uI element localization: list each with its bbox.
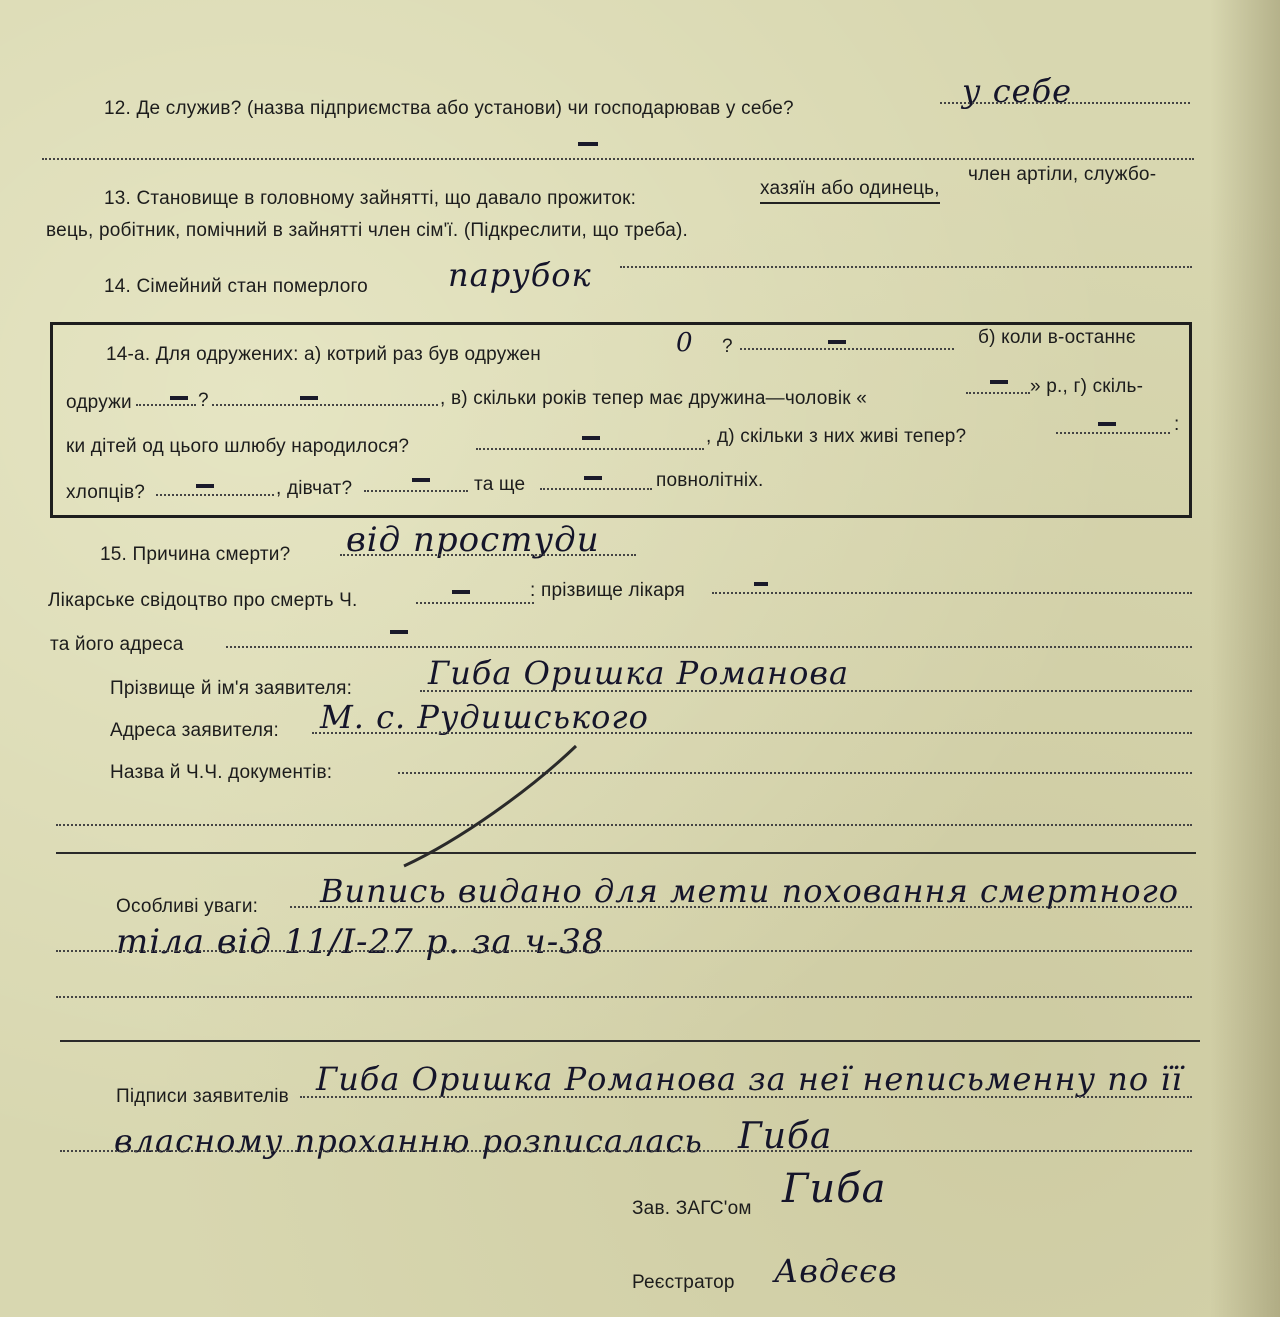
q14a-q2: ?	[198, 390, 209, 411]
q14a-wife-age-fill	[966, 392, 1030, 394]
q14a-line1-fill	[740, 348, 954, 350]
q14a-dash-6	[1098, 422, 1116, 426]
q14a-dash-4	[990, 380, 1008, 384]
notes-line2: тіла від 11/I-27 р. за ч-38	[116, 922, 605, 962]
q13-line2: вець, робітник, помічний в зайнятті член сім'ї. (Підкреслити, що треба).	[46, 220, 688, 241]
q14a-line1-b: б) коли в-останнє	[978, 327, 1136, 348]
applicant-docs-line-2	[56, 824, 1192, 826]
section-divider-2	[60, 1040, 1200, 1042]
q14a-q1: ?	[722, 336, 733, 357]
applicant-name-label: Прізвище й ім'я заявителя:	[110, 678, 353, 699]
q14a-dash-9	[584, 476, 602, 480]
q14a-line2-fill-b	[212, 404, 438, 406]
q14a-dash-5	[582, 436, 600, 440]
q14a-line3-a: ки дітей од цього шлюбу народилося?	[66, 436, 410, 457]
q15-label: 15. Причина смерти?	[100, 544, 291, 565]
q15-answer: від простуди	[346, 520, 600, 560]
signatures-line2: власному проханню розписалась	[114, 1122, 703, 1160]
signatures-line2-rule	[60, 1150, 1192, 1152]
q12-dash-mark	[578, 142, 598, 146]
q14a-dash-1	[828, 340, 846, 344]
q14a-dash-7	[196, 484, 214, 488]
q14a-girls-fill	[364, 490, 468, 492]
doctor-label: : прізвище лікаря	[530, 580, 685, 601]
signatures-label: Підписи заявителів	[116, 1086, 289, 1107]
medical-cert-label: Лікарське свідоцтво про смерть Ч.	[48, 590, 358, 611]
q14a-line3-fill-a	[476, 448, 704, 450]
zags-head-label: Зав. ЗАГС'ом	[632, 1198, 752, 1219]
q14a-line4-a: хлопців?	[66, 482, 146, 503]
q13-underlined-option: хазяїн або одинець,	[760, 178, 940, 204]
registrar-label: Реєстратор	[632, 1272, 735, 1293]
q12-answer: у себе	[962, 72, 1073, 110]
medical-dash-1	[452, 590, 470, 594]
signatures-line2-signature: Гиба	[738, 1116, 833, 1157]
applicant-address-value: М. с. Рудишського	[320, 698, 649, 736]
q14a-boys-fill	[156, 494, 274, 496]
q14a-colon: :	[1174, 414, 1180, 435]
q12-answer-line	[940, 102, 1190, 104]
q12-label: 12. Де служив? (назва підприємства або установи) чи господарював у себе?	[104, 98, 794, 119]
applicant-docs-label: Назва й Ч.Ч. документів:	[110, 762, 333, 783]
q12-continuation-line	[42, 158, 1194, 160]
q14a-line4-c: та ще	[474, 474, 526, 495]
applicant-address-label: Адреса заявителя:	[110, 720, 279, 741]
q14a-line2-fill-a	[136, 404, 196, 406]
q14a-line3-b: , д) скільки з них живі тепер?	[706, 426, 967, 447]
section-divider-1	[56, 852, 1196, 854]
q14-label: 14. Сімейний стан померлого	[104, 276, 368, 297]
zags-head-signature: Гиба	[782, 1166, 887, 1212]
page-edge-shadow	[1210, 0, 1280, 1317]
notes-label: Особливі уваги:	[116, 896, 259, 917]
registrar-signature: Авдєєв	[774, 1252, 898, 1290]
q14a-dash-8	[412, 478, 430, 482]
applicant-name-line	[420, 690, 1192, 692]
q14a-line4-d: повнолітніх.	[656, 470, 764, 491]
notes-line1: Випись видано для мети поховання смертного	[320, 872, 1179, 910]
strike-through-mark	[400, 740, 580, 870]
q14-answer-line	[620, 266, 1192, 268]
q13-line1-prefix: 13. Становище в головному зайнятті, що давало прожиток:	[104, 188, 637, 209]
notes-line2-rule	[56, 950, 1192, 952]
medical-dash-2	[754, 582, 768, 586]
doctor-address-label: та його адреса	[50, 634, 184, 655]
q13-line1-suffix: член артіли, службо-	[968, 164, 1157, 185]
q14a-line1-a: 14-а. Для одружених: а) котрий раз був одружен	[106, 344, 541, 365]
q14a-dash-2	[170, 396, 188, 400]
q14a-line3-fill-b	[1056, 432, 1170, 434]
q14a-hw-zero: 0	[676, 328, 694, 358]
signatures-line1: Гиба Оришка Романова за неї неписьменну по її	[316, 1060, 1183, 1098]
doctor-address-line	[226, 646, 1192, 648]
applicant-address-line	[312, 732, 1192, 734]
q15-answer-line	[340, 554, 636, 556]
q14a-line2-c: » р., г) скіль-	[1030, 376, 1144, 397]
q14a-adults-fill	[540, 488, 652, 490]
q14a-line2-a: одружи	[66, 392, 132, 413]
signatures-line1-rule	[300, 1096, 1192, 1098]
medical-cert-number-line	[416, 602, 534, 604]
q14-answer: парубок	[448, 256, 592, 294]
q14a-line2-b: , в) скільки років тепер має дружина—чоловік «	[440, 388, 868, 409]
medical-dash-3	[390, 630, 408, 634]
doctor-name-line	[712, 592, 1192, 594]
notes-line1-rule	[290, 906, 1192, 908]
applicant-name-value: Гиба Оришка Романова	[428, 654, 850, 692]
q14a-dash-3	[300, 396, 318, 400]
notes-line3-rule	[56, 996, 1192, 998]
q14a-line4-b: , дівчат?	[276, 478, 353, 499]
